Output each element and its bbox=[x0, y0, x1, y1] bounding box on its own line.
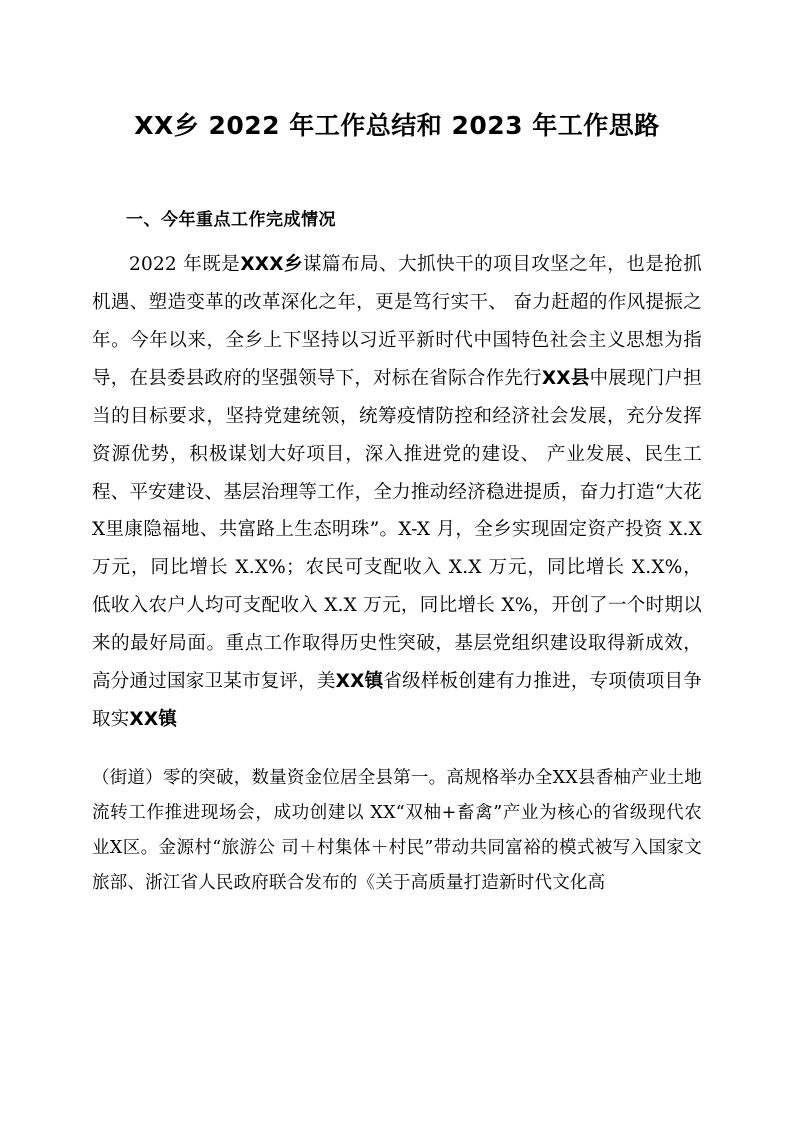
paragraph-one-part-c: 中展现门户担当的目标要求，坚持党建统领，统筹疫情防控和经济社会发展，充分发挥资源优势，积极谋划大好项目，深入推进党的建设、 产业发展、民生工程、平安建设、基层治理等工作，全力推动经济稳进提质，奋力打造“大花X里康隐福地、共富路上生态明珠”。X-X 月，全乡实现固定资产投资 X.X 万元，同比增长 X.X%；农民可支配收入 X.X 万元，同比增长 X.X%， 低收入农户人均可支配收入 X.X 万元，同比增长 X%，开创了一个时期以来的最好局面。重点工作取得历史性突破，基层党组织建设取得新成效，高分通过国家卫某市复评，美 bbox=[92, 367, 702, 693]
paragraph-one-bold-town-1: XX镇 bbox=[335, 671, 384, 693]
paragraph-one-bold-town-2: XX镇 bbox=[129, 709, 178, 731]
paragraph-one-part-a: 2022 年既是 bbox=[129, 254, 241, 275]
section-heading: 一、今年重点工作完成情况 bbox=[126, 210, 336, 230]
paragraph-one-part-d: 省级样板创建有力推进，专项债项目争取实 bbox=[92, 671, 702, 731]
paragraph-one-bold-county: XX县 bbox=[541, 367, 590, 389]
paragraph-one bbox=[92, 246, 702, 739]
paragraph-one-bold-township: XXX乡 bbox=[240, 254, 304, 275]
page-title: XX乡 2022 年工作总结和 2023 年工作思路 bbox=[134, 111, 660, 140]
paragraph-two: （街道）零的突破，数量资金位居全县第一。高规格举办全XX县香柚产业土地流转工作推进现场会，成功创建以 XX“双柚+畜禽”产业为核心的省级现代农业X区。金源村“旅游公 司＋村集体＋村民”带动共同富裕的模式被写入国家文旅部、浙江省人民政府联合发布的《关于高质量打造新时代文化高 bbox=[92, 767, 702, 893]
paragraph-one-part-b: 谋篇布局、大抓快干的项目攻坚之年，也是抢抓机遇、塑造变革的改革深化之年，更是笃行实干、 奋力赶超的作风提振之年。今年以来，全乡上下坚持以习近平新时代中国特色社会主义思想为指导，在县委县政府的坚强领导下，对标在省际合作先行 bbox=[92, 254, 703, 389]
